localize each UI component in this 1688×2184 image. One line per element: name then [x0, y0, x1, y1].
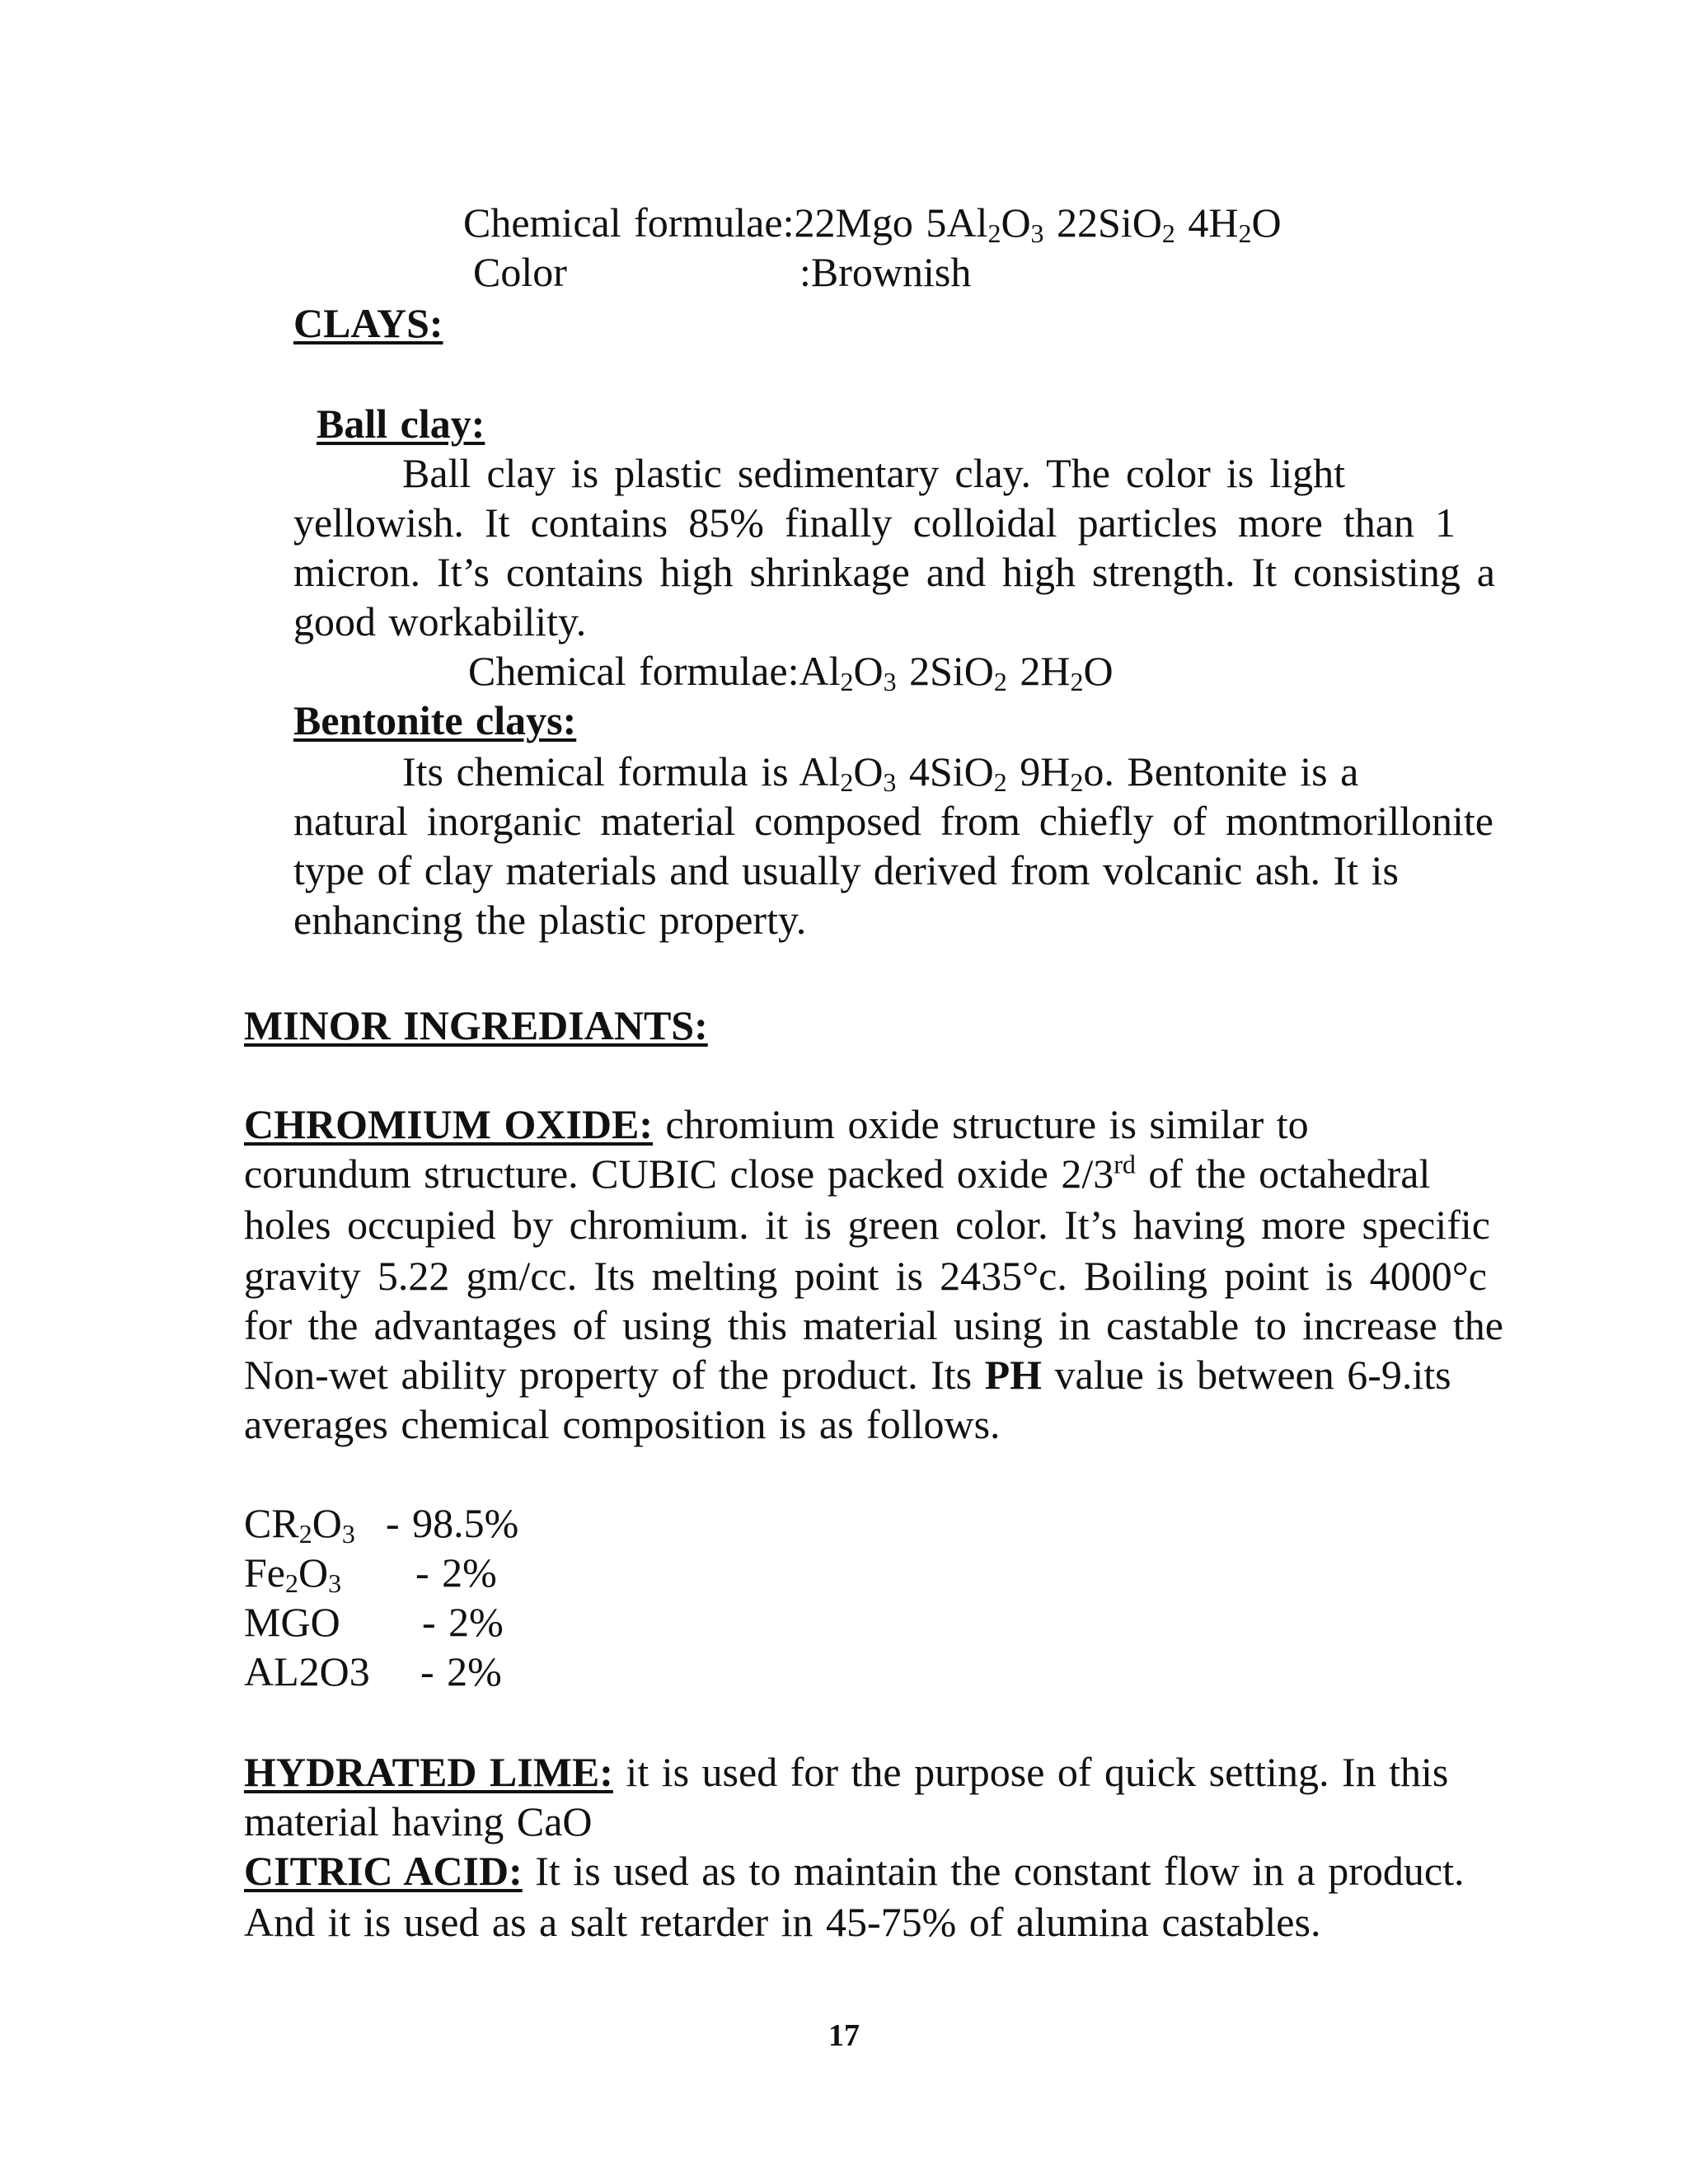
composition-value: - 2% — [415, 1549, 497, 1596]
chromium-line-3: holes occupied by chromium. it is green color. It’s having more specific — [244, 1202, 1490, 1248]
bentonite-line-2: natural inorganic material composed from chiefly of montmorillonite — [293, 798, 1493, 844]
chromium-line-4: gravity 5.22 gm/cc. Its melting point is 2435°c. Boiling point is 4000°c — [244, 1253, 1487, 1299]
composition-name: $Fe_2O_3$ — [244, 1549, 342, 1599]
chromium-line-7: averages chemical composition is as follows. — [244, 1401, 1001, 1447]
citric-acid-heading: CITRIC ACID: — [244, 1848, 523, 1894]
citric-acid-line-2: And it is used as a salt retarder in 45-75% of alumina castables. — [244, 1899, 1321, 1945]
composition-value: - 98.5% — [386, 1500, 519, 1546]
page-number: 17 — [828, 2018, 860, 2053]
ball-clay-heading: Ball clay: — [316, 401, 485, 447]
chromium-oxide-heading: CHROMIUM OXIDE: — [244, 1101, 654, 1147]
composition-name: $CR_2O_3$ — [244, 1500, 355, 1549]
ball-clay-line-1: Ball clay is plastic sedimentary clay. The color is light — [402, 450, 1345, 496]
ball-clay-line-4: good workability. — [293, 598, 587, 644]
composition-name: AL2O3 — [244, 1648, 370, 1694]
bentonite-line-4: enhancing the plastic property. — [293, 897, 807, 943]
clays-heading: CLAYS: — [293, 300, 443, 346]
bentonite-heading: Bentonite clays: — [293, 697, 577, 743]
chromium-line-1: CHROMIUM OXIDE: chromium oxide structure is similar to — [244, 1101, 1309, 1147]
composition-value: - 2% — [420, 1648, 502, 1694]
hydrated-lime-heading: HYDRATED LIME: — [244, 1749, 613, 1795]
chemical-formula-line: Chemical formulae:22Mgo $5Al_2O_3$ 22SiO$_2$ $4H_2O$ — [463, 199, 1282, 249]
chromium-line-2: corundum structure. CUBIC close packed oxide 2/3rd of the octahedral — [244, 1149, 1431, 1197]
composition-name: MGO — [244, 1599, 340, 1645]
chromium-line-5: for the advantages of using this material using in castable to increase the — [244, 1302, 1503, 1348]
formula-label: Chemical formulae: — [463, 199, 795, 246]
citric-acid-line-1: CITRIC ACID: It is used as to maintain the constant flow in a product. — [244, 1848, 1465, 1894]
bentonite-line-1: Its chemical formula is $Al_2O_3$ 4SiO$_2$ $9H_2o$. Bentonite is a — [402, 748, 1359, 798]
ball-clay-line-3: micron. It’s contains high shrinkage and high strength. It consisting a — [293, 549, 1495, 595]
color-value: :Brownish — [799, 249, 972, 295]
hydrated-lime-line-1: HYDRATED LIME: it is used for the purpose of quick setting. In this — [244, 1749, 1449, 1795]
minor-ingredients-heading: MINOR INGREDIANTS: — [244, 1002, 708, 1048]
chromium-line-6: Non-wet ability property of the product. Its PH value is between 6-9.its — [244, 1352, 1451, 1398]
bentonite-line-3: type of clay materials and usually derived from volcanic ash. It is — [293, 847, 1399, 893]
composition-value: - 2% — [422, 1599, 504, 1645]
ball-clay-line-2: yellowish. It contains 85% finally colloidal particles more than 1 — [293, 499, 1456, 546]
ball-clay-formula: Chemical $formulae:Al_2O_3$ 2SiO$_2$ $2H_2O$ — [468, 648, 1114, 697]
color-label: Color — [473, 249, 567, 295]
ph-label: PH — [984, 1352, 1043, 1398]
hydrated-lime-line-2: material having CaO — [244, 1798, 593, 1844]
